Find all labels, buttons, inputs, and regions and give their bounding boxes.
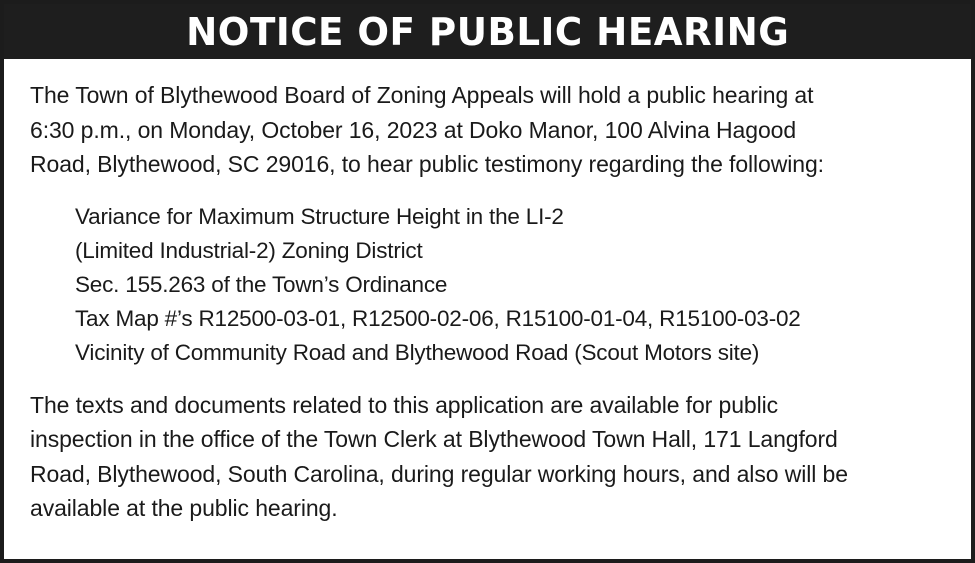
hearing-items-list: [75, 200, 943, 370]
closing-paragraph: [30, 388, 943, 526]
list-item: Vicinity of Community Road and Blythewood Road (Scout Motors site): [75, 339, 760, 365]
notice-body: [4, 59, 971, 526]
intro-paragraph: [30, 78, 943, 182]
notice-title: NOTICE OF PUBLIC HEARING: [185, 9, 790, 54]
closing-line: Road, Blythewood, South Carolina, during regular working hours, and also will be: [30, 460, 848, 487]
closing-line: The texts and documents related to this application are available for public: [30, 391, 779, 418]
intro-line: The Town of Blythewood Board of Zoning Appeals will hold a public hearing at: [30, 82, 814, 108]
closing-line: inspection in the office of the Town Clerk at Blythewood Town Hall, 171 Langford: [30, 426, 838, 452]
intro-line: Road, Blythewood, SC 29016, to hear public testimony regarding the following:: [30, 151, 824, 177]
list-item: (Limited Industrial-2) Zoning District: [75, 237, 423, 263]
list-item: Sec. 155.263 of the Town’s Ordinance: [75, 271, 448, 297]
intro-line: 6:30 p.m., on Monday, October 16, 2023 at Doko Manor, 100 Alvina Hagood: [30, 116, 797, 143]
closing-line: available at the public hearing.: [30, 495, 338, 521]
list-item: Tax Map #’s R12500-03-01, R12500-02-06, R15100-01-04, R15100-03-02: [75, 305, 801, 331]
list-item: Variance for Maximum Structure Height in the LI-2: [75, 203, 564, 229]
notice-banner: [4, 4, 971, 59]
